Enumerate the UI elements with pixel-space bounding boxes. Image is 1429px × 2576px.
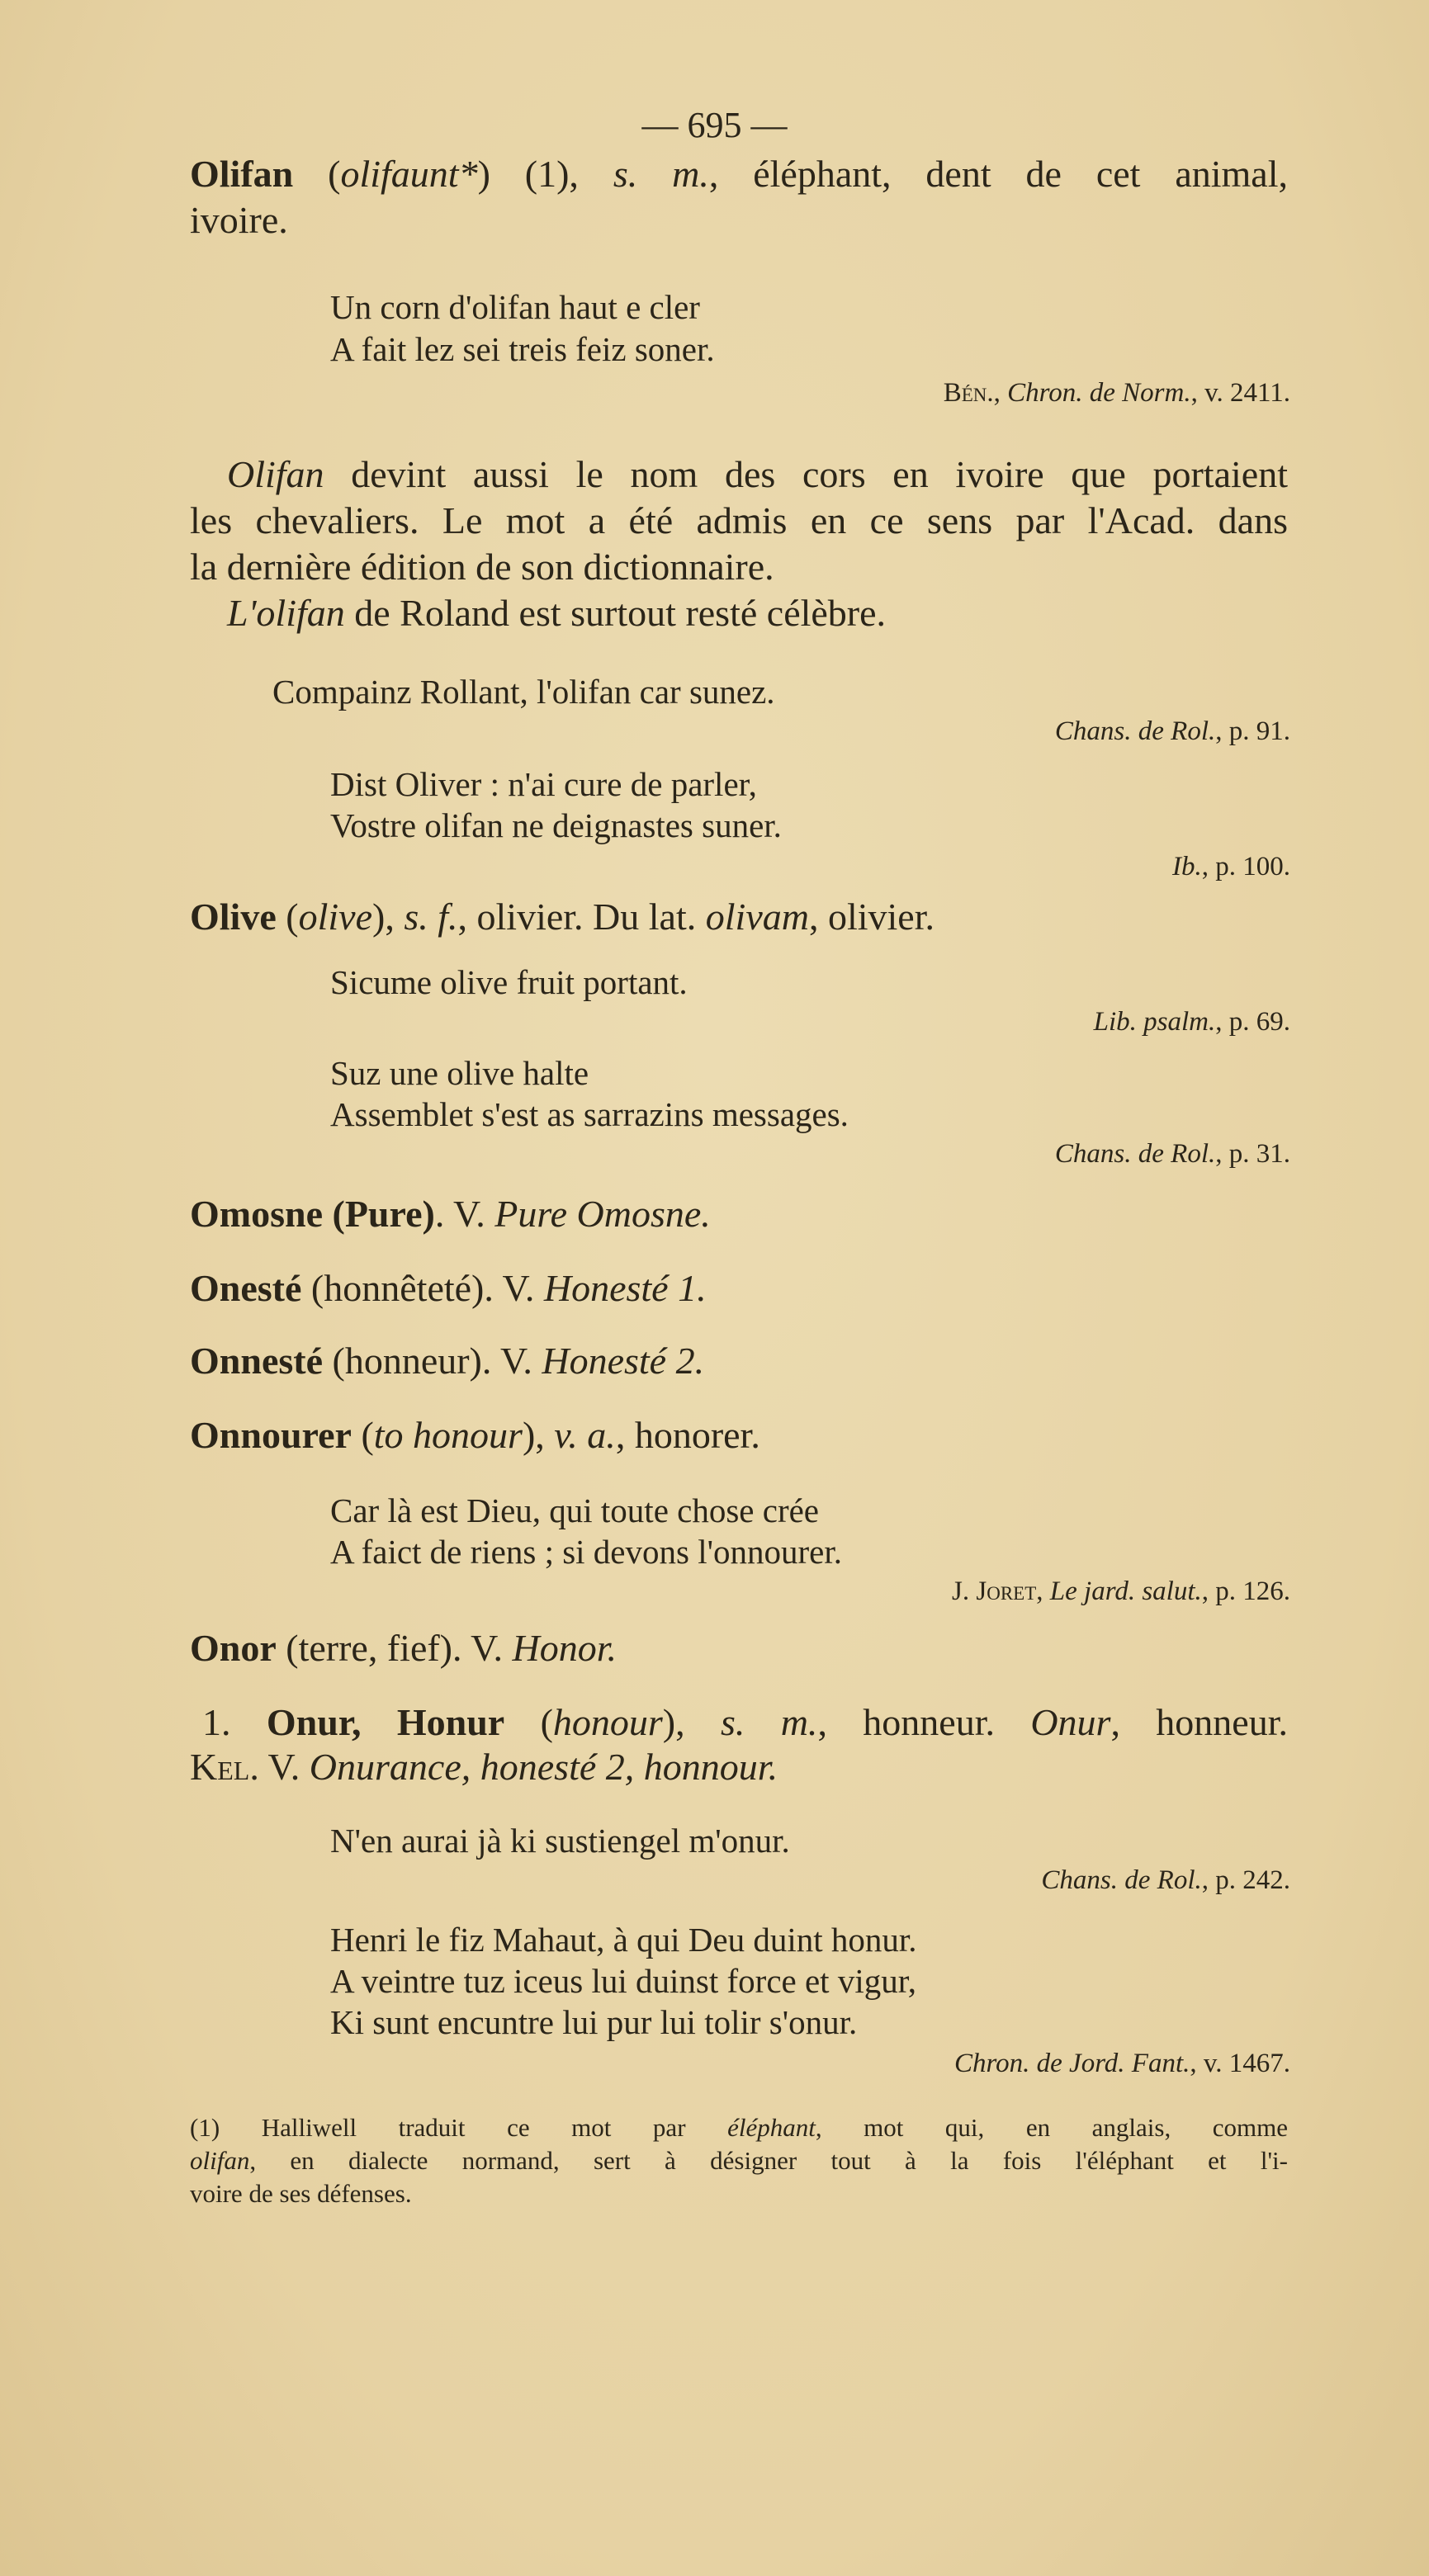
quotation-line [330, 1964, 916, 1998]
text-segment: (terre, fief). V. [276, 1627, 513, 1669]
quotation-line [330, 2003, 858, 2041]
text-segment: ( [276, 896, 299, 938]
text-segment: v. a. [554, 1414, 616, 1456]
text-segment: olive [298, 896, 372, 938]
headword: Onor [190, 1627, 277, 1669]
quotation-line [330, 1095, 849, 1133]
quotation-line [330, 1923, 917, 1957]
quotation-line [330, 1491, 819, 1529]
text-segment: , v. 1467. [1190, 2049, 1290, 2078]
quotation-line [330, 1056, 589, 1090]
text-segment: Onur [1030, 1701, 1111, 1743]
text-segment: Lib. psalm. [1093, 1007, 1216, 1037]
footnote-line [190, 2181, 412, 2206]
page-number [0, 107, 1429, 144]
text-segment: , éléphant, dent de cet animal, [708, 153, 1288, 195]
text-segment: honour [552, 1701, 663, 1743]
text-segment: Henri le fiz Mahaut, à qui Deu duint honur. [330, 1921, 917, 1959]
entry-line [190, 1629, 617, 1667]
text-segment: Honesté 1. [543, 1267, 707, 1309]
text-segment: L'olifan [227, 592, 345, 634]
text-segment: ) (1), [477, 153, 613, 195]
entry-line [190, 1416, 760, 1454]
headword: Onnourer [190, 1414, 352, 1456]
text-segment: Vostre olifan ne deignastes suner. [330, 806, 782, 844]
text-segment: Bén. [943, 378, 994, 408]
text-segment: A faict de riens ; si devons l'onnourer. [330, 1533, 842, 1571]
text-segment: Ib. [1172, 852, 1202, 882]
text-segment: Compainz Rollant, l'olifan car sunez. [272, 673, 775, 711]
text-segment: olivam [705, 896, 809, 938]
text-segment: . V. [434, 1193, 495, 1235]
text-segment: (honneur). V. [323, 1340, 542, 1382]
quotation-line [330, 963, 688, 1001]
quotation-line [330, 288, 700, 326]
text-segment: Chron. de Norm. [1007, 378, 1191, 408]
text-segment: , v. 2411. [1190, 378, 1290, 408]
text-segment: , p. 69. [1215, 1007, 1290, 1037]
text-segment: , p. 126. [1201, 1576, 1290, 1606]
text-segment: , mot qui, en anglais, comme [815, 2113, 1288, 2142]
citation [954, 2050, 1290, 2077]
text-segment: ( [504, 1701, 553, 1743]
text-segment: Pure Omosne. [494, 1193, 711, 1235]
citation [1041, 1867, 1290, 1894]
quotation-line [330, 765, 757, 803]
text-segment: devint aussi le nom des cors en ivoire que portaient [324, 453, 1288, 495]
headword: Onur, Honur [266, 1701, 505, 1743]
text-segment: Kel. [190, 1746, 259, 1788]
text-segment: , p. 31. [1215, 1139, 1290, 1169]
entry-line [227, 453, 1288, 495]
entry-line [190, 201, 288, 239]
quotation-line [330, 330, 715, 368]
text-segment: Chans. de Rol. [1054, 716, 1216, 746]
citation [1055, 1141, 1290, 1168]
text-segment: (1) Halliwell traduit ce mot par [190, 2113, 728, 2142]
quotation-line [330, 806, 782, 844]
quotation-line [272, 675, 775, 709]
text-segment: Honesté 2. [542, 1340, 705, 1382]
text-segment: , en dialecte normand, sert à désigner tout à la fois l'éléphant et l'i- [249, 2146, 1288, 2175]
text-segment: , p. 100. [1201, 852, 1290, 882]
text-segment: éléphant [727, 2113, 816, 2142]
text-segment: Sicume olive fruit portant. [330, 963, 688, 1001]
text-segment: J. Joret [952, 1576, 1037, 1606]
citation [952, 1578, 1290, 1605]
text-segment: , honneur. [817, 1701, 1031, 1743]
text-segment: olifan [190, 2146, 250, 2175]
text-segment: , honneur. [1110, 1701, 1288, 1743]
headword: Onnesté [190, 1340, 323, 1382]
text-segment: s. m. [720, 1701, 818, 1743]
text-segment: , honorer. [615, 1414, 760, 1456]
text-segment: (honnêteté). V. [301, 1267, 544, 1309]
text-segment: de Roland est surtout resté célèbre. [344, 592, 887, 634]
text-segment: ), [522, 1414, 555, 1456]
text-segment: , [993, 378, 1008, 408]
footnote-line [190, 2148, 1288, 2173]
text-segment: , [1036, 1576, 1050, 1606]
entry-line [190, 499, 1288, 541]
text-segment: 1. [202, 1701, 267, 1743]
quotation-line [330, 1535, 842, 1569]
footnote-line [190, 2115, 1288, 2140]
text-segment: s. f. [404, 896, 458, 938]
text-segment: , p. 91. [1215, 716, 1290, 746]
quotation-line [330, 1824, 790, 1858]
citation [1172, 853, 1290, 881]
entry-line [190, 548, 774, 586]
citation [944, 380, 1290, 407]
entry-line [190, 1748, 778, 1786]
text-segment: ( [293, 153, 341, 195]
citation [1055, 718, 1290, 745]
entry-line [190, 155, 1288, 193]
headword: Omosne (Pure) [190, 1193, 435, 1235]
text-segment: s. m. [613, 153, 709, 195]
text-segment: Chans. de Rol. [1054, 1139, 1216, 1169]
text-segment: Chans. de Rol. [1041, 1865, 1202, 1895]
headword: Olive [190, 896, 277, 938]
text-segment: V. [258, 1746, 310, 1788]
text-segment: les chevaliers. Le mot a été admis en ce sens par l'Acad. dans [190, 499, 1288, 541]
entry-line [190, 1342, 704, 1380]
text-segment: Assemblet s'est as sarrazins messages. [330, 1095, 849, 1133]
text-segment: olifaunt* [340, 153, 478, 195]
text-segment: N'en aurai jà ki sustiengel m'onur. [330, 1822, 790, 1860]
text-segment: Olifan [227, 453, 324, 495]
entry-line [190, 1195, 711, 1233]
text-segment: Suz une olive halte [330, 1054, 589, 1092]
text-segment: , p. 242. [1201, 1865, 1290, 1895]
text-segment: Honor. [512, 1627, 617, 1669]
text-segment: ), [372, 896, 405, 938]
text-segment: Un corn d'olifan haut e cler [330, 288, 700, 326]
text-segment: A veintre tuz iceus lui duinst force et vigur, [330, 1962, 916, 2000]
text-segment: to honour [373, 1414, 523, 1456]
citation [1094, 1009, 1290, 1036]
text-segment: ( [351, 1414, 374, 1456]
text-segment: ivoire. [190, 199, 288, 241]
text-segment: Onurance, honesté 2, honnour. [309, 1746, 778, 1788]
text-segment: ), [662, 1701, 721, 1743]
text-segment: Chron. de Jord. Fant. [954, 2049, 1190, 2078]
headword: Olifan [190, 153, 294, 195]
text-segment: A fait lez sei treis feiz soner. [330, 330, 715, 368]
entry-line [202, 1701, 1288, 1743]
entry-line [190, 898, 935, 936]
text-segment: , olivier. Du lat. [457, 896, 706, 938]
text-segment: Le jard. salut. [1049, 1576, 1202, 1606]
entry-line [227, 594, 886, 632]
text-segment: Ki sunt encuntre lui pur lui tolir s'onur. [330, 2003, 858, 2041]
text-segment: Dist Oliver : n'ai cure de parler, [330, 765, 757, 803]
headword: Onesté [190, 1267, 302, 1309]
text-segment: la dernière édition de son dictionnaire. [190, 546, 774, 588]
entry-line [190, 1269, 707, 1307]
text-segment: Car là est Dieu, qui toute chose crée [330, 1491, 819, 1529]
text-segment: , olivier. [808, 896, 935, 938]
text-segment: — 695 — [641, 105, 788, 145]
text-segment: voire de ses défenses. [190, 2179, 412, 2208]
